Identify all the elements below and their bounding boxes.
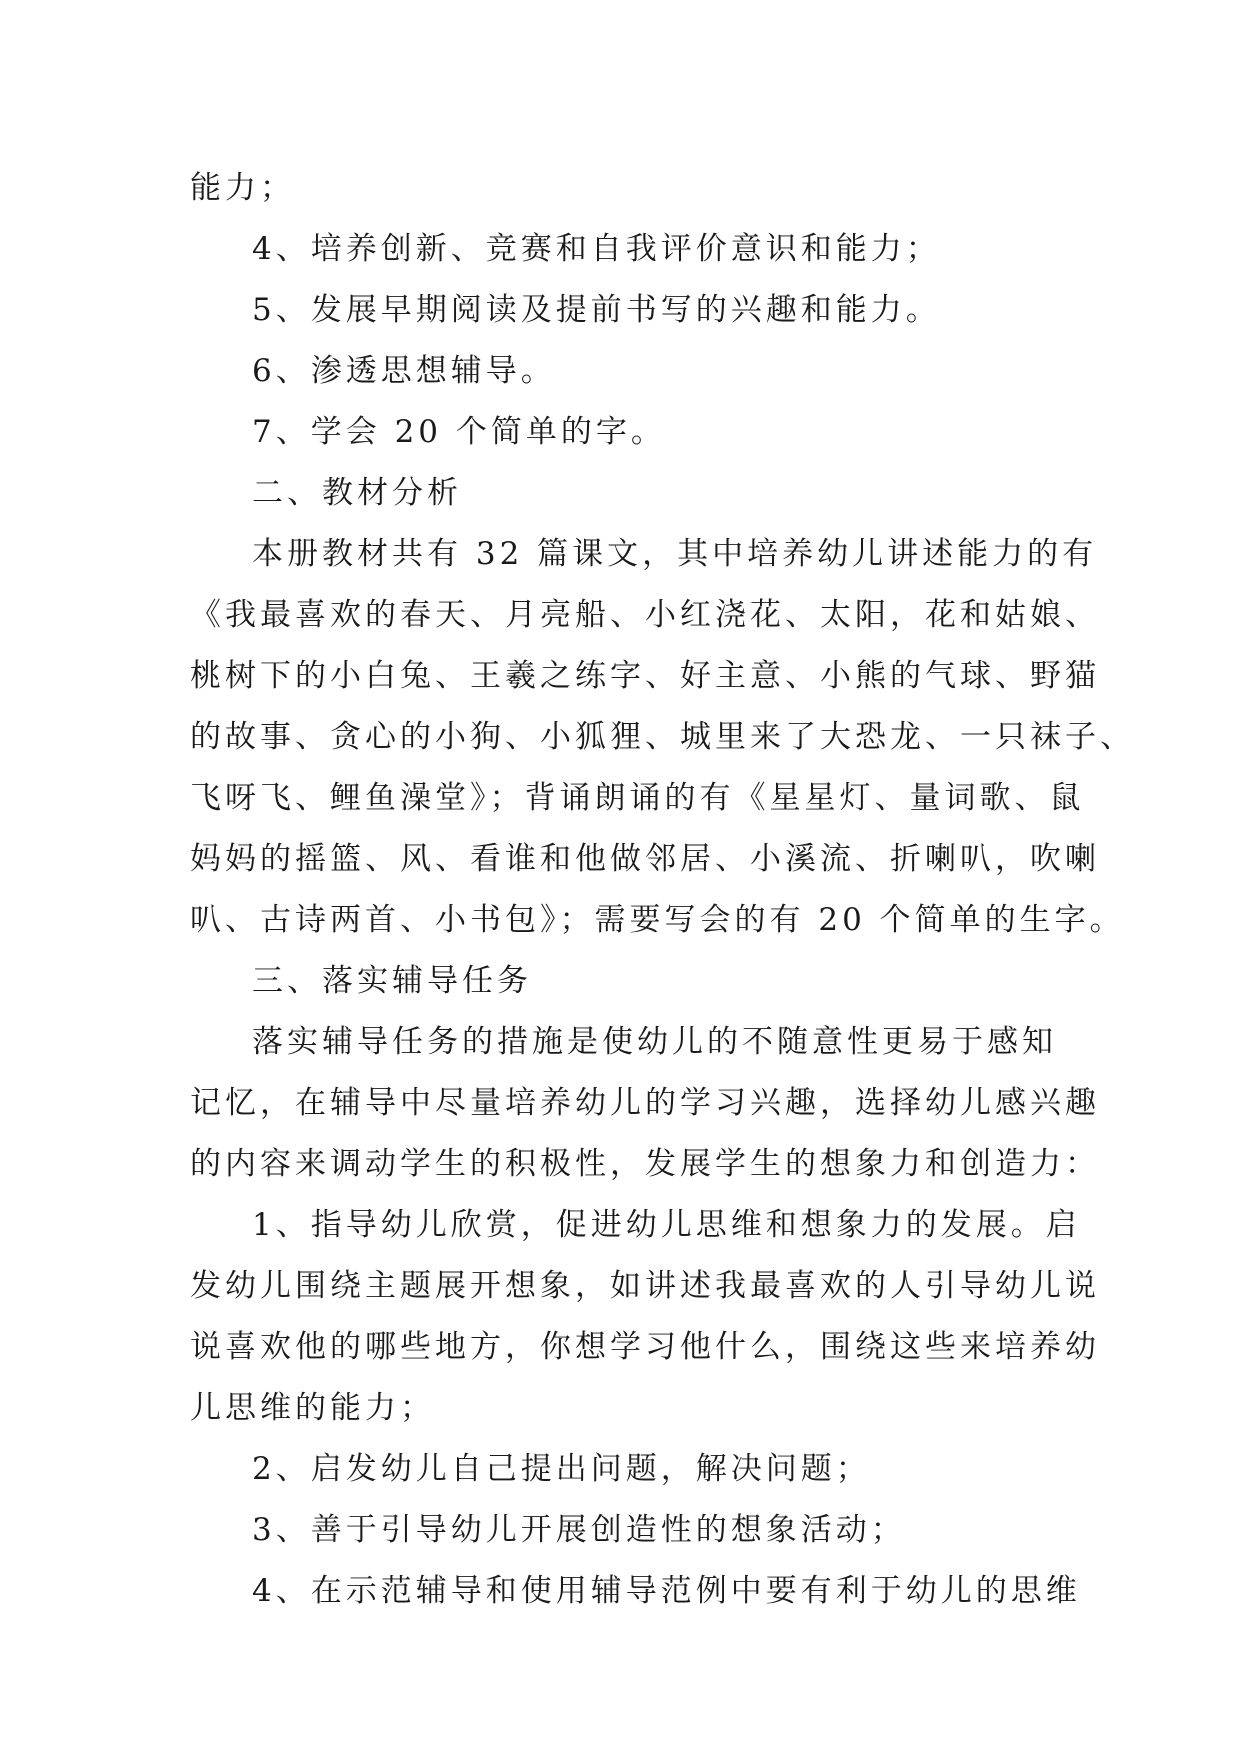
paragraph-line: 本册教材共有 32 篇课文，其中培养幼儿讲述能力的有 xyxy=(252,536,1098,572)
paragraph-line: 发幼儿围绕主题展开想象，如讲述我最喜欢的人引导幼儿说 xyxy=(190,1268,1100,1304)
list-item-6: 6、渗透思想辅导。 xyxy=(252,353,556,389)
paragraph-line: 记忆，在辅导中尽量培养幼儿的学习兴趣，选择幼儿感兴趣 xyxy=(190,1085,1100,1121)
section-heading-3: 三、落实辅导任务 xyxy=(252,963,532,999)
paragraph-line: 飞呀飞、鲤鱼澡堂》；背诵朗诵的有《星星灯、量词歌、鼠 xyxy=(190,780,1085,816)
text-line: 能力； xyxy=(190,170,295,206)
list-item-7: 7、学会 20 个简单的字。 xyxy=(252,414,666,450)
paragraph-line: 落实辅导任务的措施是使幼儿的不随意性更易于感知 xyxy=(252,1024,1057,1060)
paragraph-line: 儿思维的能力； xyxy=(190,1390,435,1426)
paragraph-line: 的内容来调动学生的积极性，发展学生的想象力和创造力： xyxy=(190,1146,1100,1182)
paragraph-line: 叭、古诗两首、小书包》；需要写会的有 20 个简单的生字。 xyxy=(190,902,1125,938)
section-heading-2: 二、教材分析 xyxy=(252,475,462,511)
list-item-4b: 4、在示范辅导和使用辅导范例中要有利于幼儿的思维 xyxy=(252,1573,1081,1609)
paragraph-line: 妈妈的摇篮、风、看谁和他做邻居、小溪流、折喇叭，吹喇 xyxy=(190,841,1100,877)
list-item-4: 4、培养创新、竞赛和自我评价意识和能力； xyxy=(252,231,941,267)
paragraph-line: 《我最喜欢的春天、月亮船、小红浇花、太阳，花和姑娘、 xyxy=(190,597,1100,633)
list-item-2: 2、启发幼儿自己提出问题，解决问题； xyxy=(252,1451,871,1487)
paragraph-line: 桃树下的小白兔、王羲之练字、好主意、小熊的气球、野猫 xyxy=(190,658,1100,694)
list-item-5: 5、发展早期阅读及提前书写的兴趣和能力。 xyxy=(252,292,941,328)
list-item-3: 3、善于引导幼儿开展创造性的想象活动； xyxy=(252,1512,906,1548)
paragraph-line: 说喜欢他的哪些地方，你想学习他什么，围绕这些来培养幼 xyxy=(190,1329,1100,1365)
paragraph-line: 的故事、贪心的小狗、小狐狸、城里来了大恐龙、一只袜子、 xyxy=(190,719,1135,755)
document-body xyxy=(190,158,1135,1622)
list-item-1: 1、指导幼儿欣赏，促进幼儿思维和想象力的发展。启 xyxy=(252,1207,1081,1243)
